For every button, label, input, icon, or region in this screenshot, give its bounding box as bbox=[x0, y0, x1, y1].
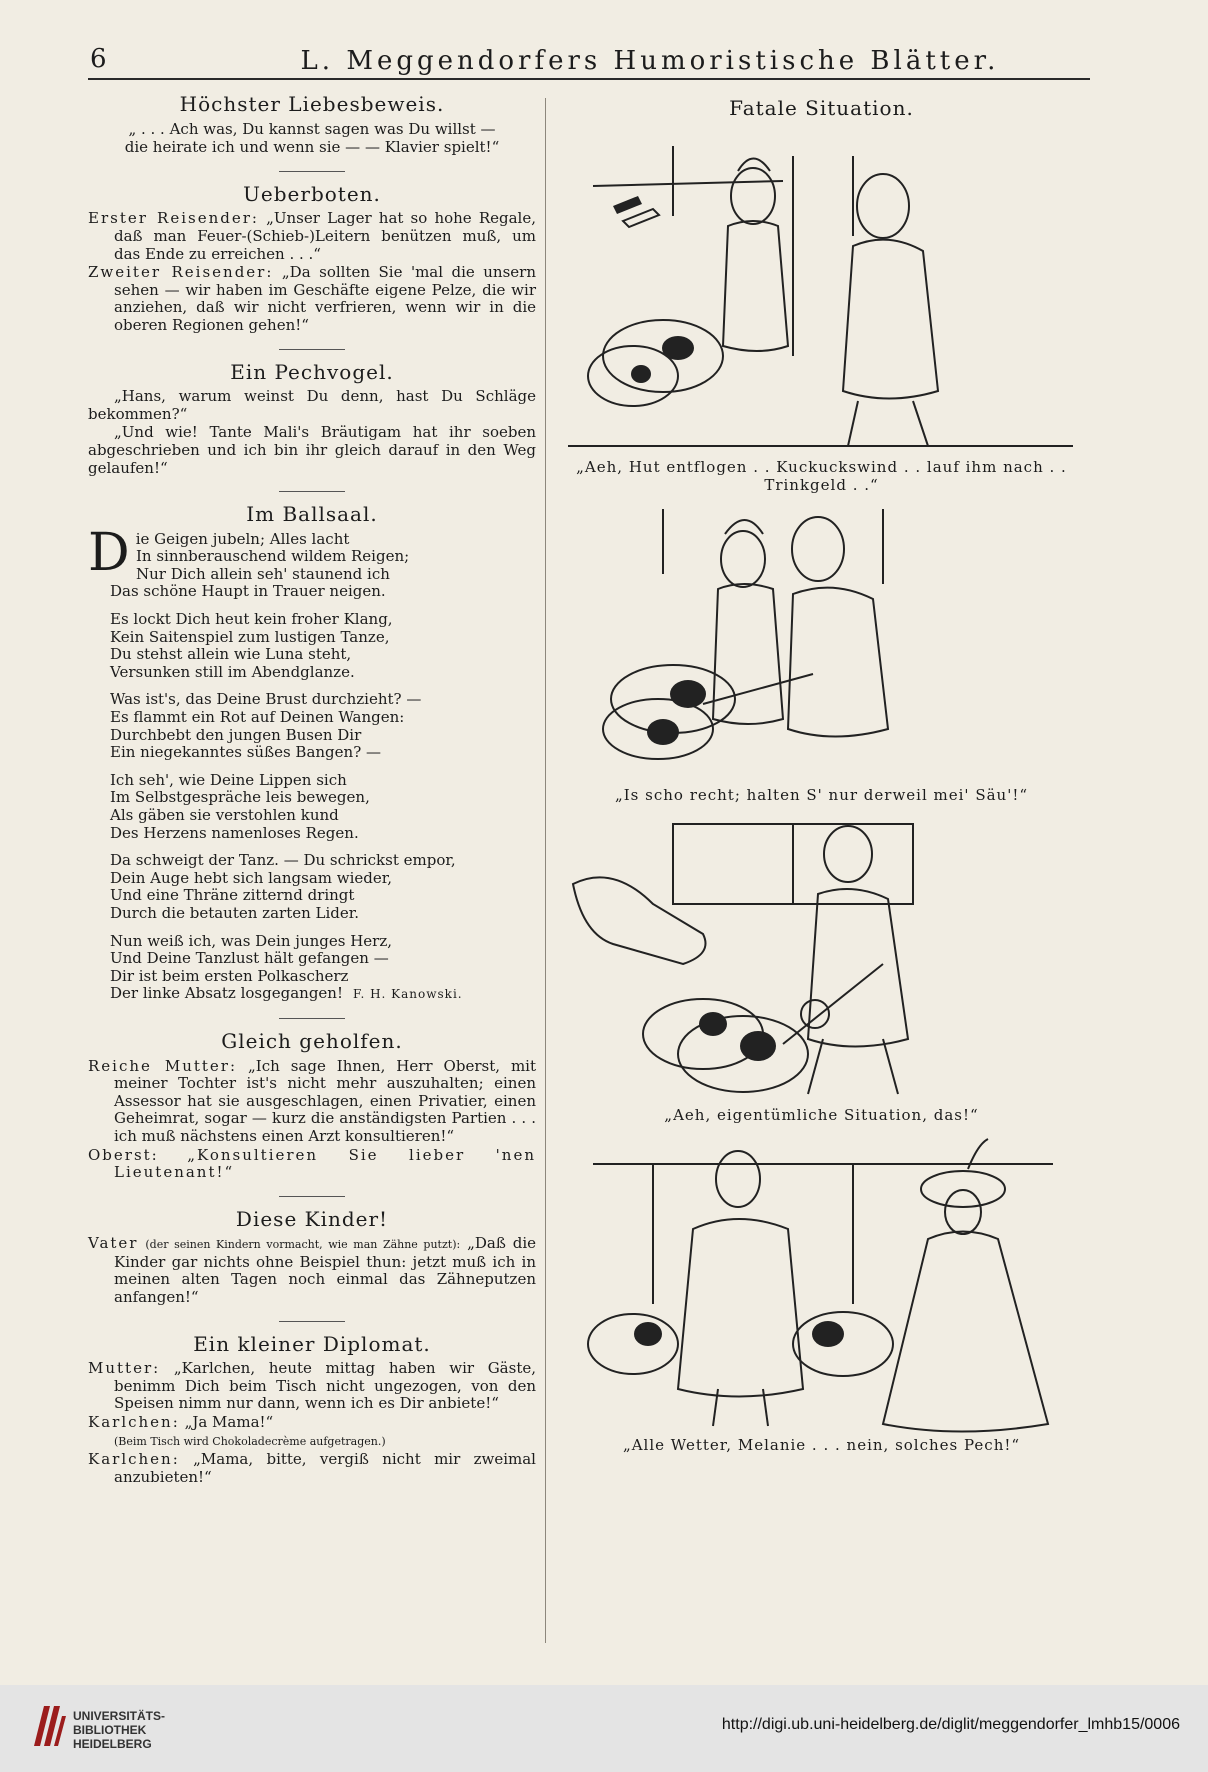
separator bbox=[279, 491, 345, 492]
article-title: Ueberboten. bbox=[243, 181, 381, 206]
cartoon-caption: „Is scho recht; halten S' nur derweil mei' Säu'!“ bbox=[614, 786, 1029, 804]
dialogue-paragraph bbox=[88, 1451, 536, 1486]
cartoon-panel-1 bbox=[553, 126, 1090, 494]
author-signature: F. H. Kanowski. bbox=[352, 987, 463, 1002]
dialogue-paragraph bbox=[88, 1058, 536, 1146]
poem-line: Und Deine Tanzlust hält gefangen — bbox=[110, 949, 389, 968]
page-header bbox=[90, 42, 1090, 76]
poem-line: Es flammt ein Rot auf Deinen Wangen: bbox=[110, 708, 405, 727]
speaker: Oberst: bbox=[88, 1145, 159, 1164]
poem-title: Im Ballsaal. bbox=[246, 502, 378, 527]
poem-line-text: Der linke Absatz losgegangen! bbox=[110, 984, 343, 1003]
poem-line: Im Selbstgespräche leis bewegen, bbox=[110, 788, 370, 807]
paragraph: „Hans, warum weinst Du denn, hast Du Schläge bekommen?“ bbox=[88, 387, 536, 423]
separator bbox=[279, 1018, 345, 1019]
speaker: Erster Reisender: bbox=[88, 209, 259, 228]
poem-line: Nur Dich allein seh' staunend ich bbox=[136, 564, 390, 583]
poem-line: Und eine Thräne zitternd dringt bbox=[110, 886, 355, 905]
poem-line: Was ist's, das Deine Brust durchzieht? — bbox=[110, 690, 422, 709]
article-title: Ein kleiner Diplomat. bbox=[193, 1331, 431, 1356]
cartoon-panel-3 bbox=[553, 814, 1090, 1124]
university-logo-icon bbox=[30, 1702, 68, 1750]
cartoon-illustration bbox=[553, 126, 1090, 456]
poem-line: Ich seh', wie Deine Lippen sich bbox=[110, 770, 347, 789]
poem-line: Durchbebt den jungen Busen Dir bbox=[110, 725, 362, 744]
separator bbox=[279, 1196, 345, 1197]
poem-line: Durch die betauten zarten Lider. bbox=[110, 903, 360, 922]
poem-line bbox=[110, 985, 536, 1004]
poem-line: ie Geigen jubeln; Alles lacht bbox=[135, 529, 350, 548]
library-name bbox=[73, 1709, 165, 1751]
poem-line: Als gäben sie verstohlen kund bbox=[110, 806, 339, 824]
poem-line: Nun weiß ich, was Dein junges Herz, bbox=[110, 931, 393, 950]
dialogue-text: „Da sollten Sie 'mal die unsern sehen — wir haben im Geschäfte eigene Pelze, die wir anziehen, daß wir nicht verfrieren, wenn wir in die oberen Regionen gehen!“ bbox=[114, 263, 536, 334]
poem-line: Das schöne Haupt in Trauer neigen. bbox=[110, 582, 386, 601]
dialogue-text: „Daß die Kinder gar nichts ohne Beispiel thun: jetzt muß ich in meinen alten Tagen noch einmal das Zähneputzen anfangen!“ bbox=[114, 1234, 536, 1307]
dialogue-text: „Ich sage Ihnen, Herr Oberst, mit meiner Tochter ist's nicht mehr auszuhalten; einen Assessor hat sie ausgeschlagen, einen Privatier, einen Geheimrat, sogar — kurz die anständigsten Partien . . . ich muß nächstens einen Arzt konsultieren!“ bbox=[114, 1056, 537, 1145]
paragraph: „Und wie! Tante Mali's Bräutigam hat ihr soeben abgeschrieben und ich bin ihr gleich darauf in den Weg gelaufen!“ bbox=[88, 423, 536, 477]
speaker: Mutter: bbox=[88, 1359, 161, 1378]
library-name-line: UNIVERSITÄTS- bbox=[73, 1709, 166, 1723]
poem-stanza bbox=[110, 611, 536, 681]
cartoon-illustration bbox=[553, 1134, 1090, 1434]
poem-line: Du stehst allein wie Luna steht, bbox=[110, 645, 352, 664]
dialogue-paragraph bbox=[88, 1360, 536, 1413]
separator bbox=[279, 171, 345, 172]
poem-stanza bbox=[110, 933, 536, 1004]
dialogue-text: „Mama, bitte, vergiß nicht mir zweimal anzubieten!“ bbox=[114, 1450, 536, 1486]
poem-stanza bbox=[110, 852, 536, 922]
speaker: Zweiter Reisender: bbox=[88, 263, 274, 282]
text-line: „ . . . Ach was, Du kannst sagen was Du willst — bbox=[128, 119, 496, 138]
poem-line: Da schweigt der Tanz. — Du schrickst empor, bbox=[110, 851, 456, 870]
poem-stanza bbox=[110, 691, 536, 761]
poem-stanza bbox=[88, 522, 536, 601]
article-title: Diese Kinder! bbox=[235, 1206, 389, 1231]
dialogue-paragraph bbox=[88, 264, 536, 334]
text-line: die heirate ich und wenn sie — — Klavier spielt!“ bbox=[124, 138, 500, 157]
speaker: Vater bbox=[88, 1234, 139, 1253]
speaker: Karlchen: bbox=[88, 1450, 180, 1469]
separator bbox=[279, 1321, 345, 1322]
poem-line: In sinnberauschend wildem Reigen; bbox=[136, 547, 410, 566]
cartoon-caption: „Aeh, Hut entflogen . . Kuckuckswind . . lauf ihm nach . . Trinkgeld . .“ bbox=[576, 458, 1067, 494]
separator bbox=[279, 349, 345, 350]
column-divider bbox=[545, 98, 546, 1643]
article-title: Höchster Liebesbeweis. bbox=[179, 92, 445, 116]
poem-line: Versunken still im Abendglanze. bbox=[110, 662, 355, 681]
poem-line: Es lockt Dich heut kein froher Klang, bbox=[110, 610, 393, 629]
stage-direction: (Beim Tisch wird Chokoladecrème aufgetragen.) bbox=[114, 1434, 386, 1448]
cartoon-title: Fatale Situation. bbox=[729, 96, 914, 120]
page-number: 6 bbox=[90, 44, 107, 74]
right-column bbox=[553, 92, 1090, 1464]
library-name-line: HEIDELBERG bbox=[73, 1737, 152, 1751]
running-title: L. Meggendorfers Humoristische Blätter. bbox=[300, 46, 1000, 76]
dialogue-text: „Karlchen, heute mittag haben wir Gäste, benimm Dich beim Tisch nicht ungezogen, von den Speisen nimm nur dann, wenn ich es Dir anbiete!“ bbox=[114, 1359, 536, 1413]
dialogue-paragraph bbox=[88, 1147, 536, 1182]
cartoon-panel-4 bbox=[553, 1134, 1090, 1454]
speaker: Reiche Mutter: bbox=[88, 1056, 238, 1075]
article-title: Gleich geholfen. bbox=[221, 1028, 403, 1053]
source-url-link[interactable]: http://digi.ub.uni-heidelberg.de/diglit/meggendorfer_lmhb15/0006 bbox=[721, 1716, 1180, 1733]
header-rule bbox=[88, 78, 1090, 80]
cartoon-illustration bbox=[553, 814, 1090, 1104]
article-title: Ein Pechvogel. bbox=[230, 359, 394, 384]
library-name-line: BIBLIOTHEK bbox=[73, 1723, 147, 1737]
cartoon-caption: „Aeh, eigentümliche Situation, das!“ bbox=[664, 1106, 979, 1124]
dialogue-paragraph bbox=[88, 210, 536, 263]
poem-line: Ein niegekanntes süßes Bangen? — bbox=[110, 743, 382, 762]
drop-cap: D bbox=[88, 522, 130, 583]
dialogue-paragraph bbox=[88, 1414, 536, 1432]
dialogue-text: „Ja Mama!“ bbox=[184, 1413, 274, 1432]
cartoon-caption: „Alle Wetter, Melanie . . . nein, solches Pech!“ bbox=[622, 1436, 1021, 1454]
poem-stanza bbox=[110, 772, 536, 842]
cartoon-illustration bbox=[553, 504, 1090, 784]
speaker: Karlchen: bbox=[88, 1413, 180, 1432]
poem-line: Dein Auge hebt sich langsam wieder, bbox=[110, 868, 393, 887]
cartoon-panel-2 bbox=[553, 504, 1090, 804]
poem-line: Kein Saitenspiel zum lustigen Tanze, bbox=[110, 627, 390, 646]
stage-direction: (der seinen Kindern vormacht, wie man Zähne putzt): bbox=[145, 1238, 461, 1252]
poem-line: Des Herzens namenloses Regen. bbox=[110, 823, 359, 842]
dialogue-paragraph bbox=[88, 1235, 536, 1306]
dialogue-text: „Konsultieren Sie lieber 'nen Lieutenant!“ bbox=[114, 1145, 536, 1182]
dialogue-text: „Unser Lager hat so hohe Regale, daß man Feuer-(Schieb-)Leitern benützen muß, um das Ende zu erreichen . . .“ bbox=[114, 209, 536, 263]
poem-line: Dir ist beim ersten Polkascherz bbox=[110, 966, 349, 985]
left-column bbox=[88, 92, 536, 1487]
